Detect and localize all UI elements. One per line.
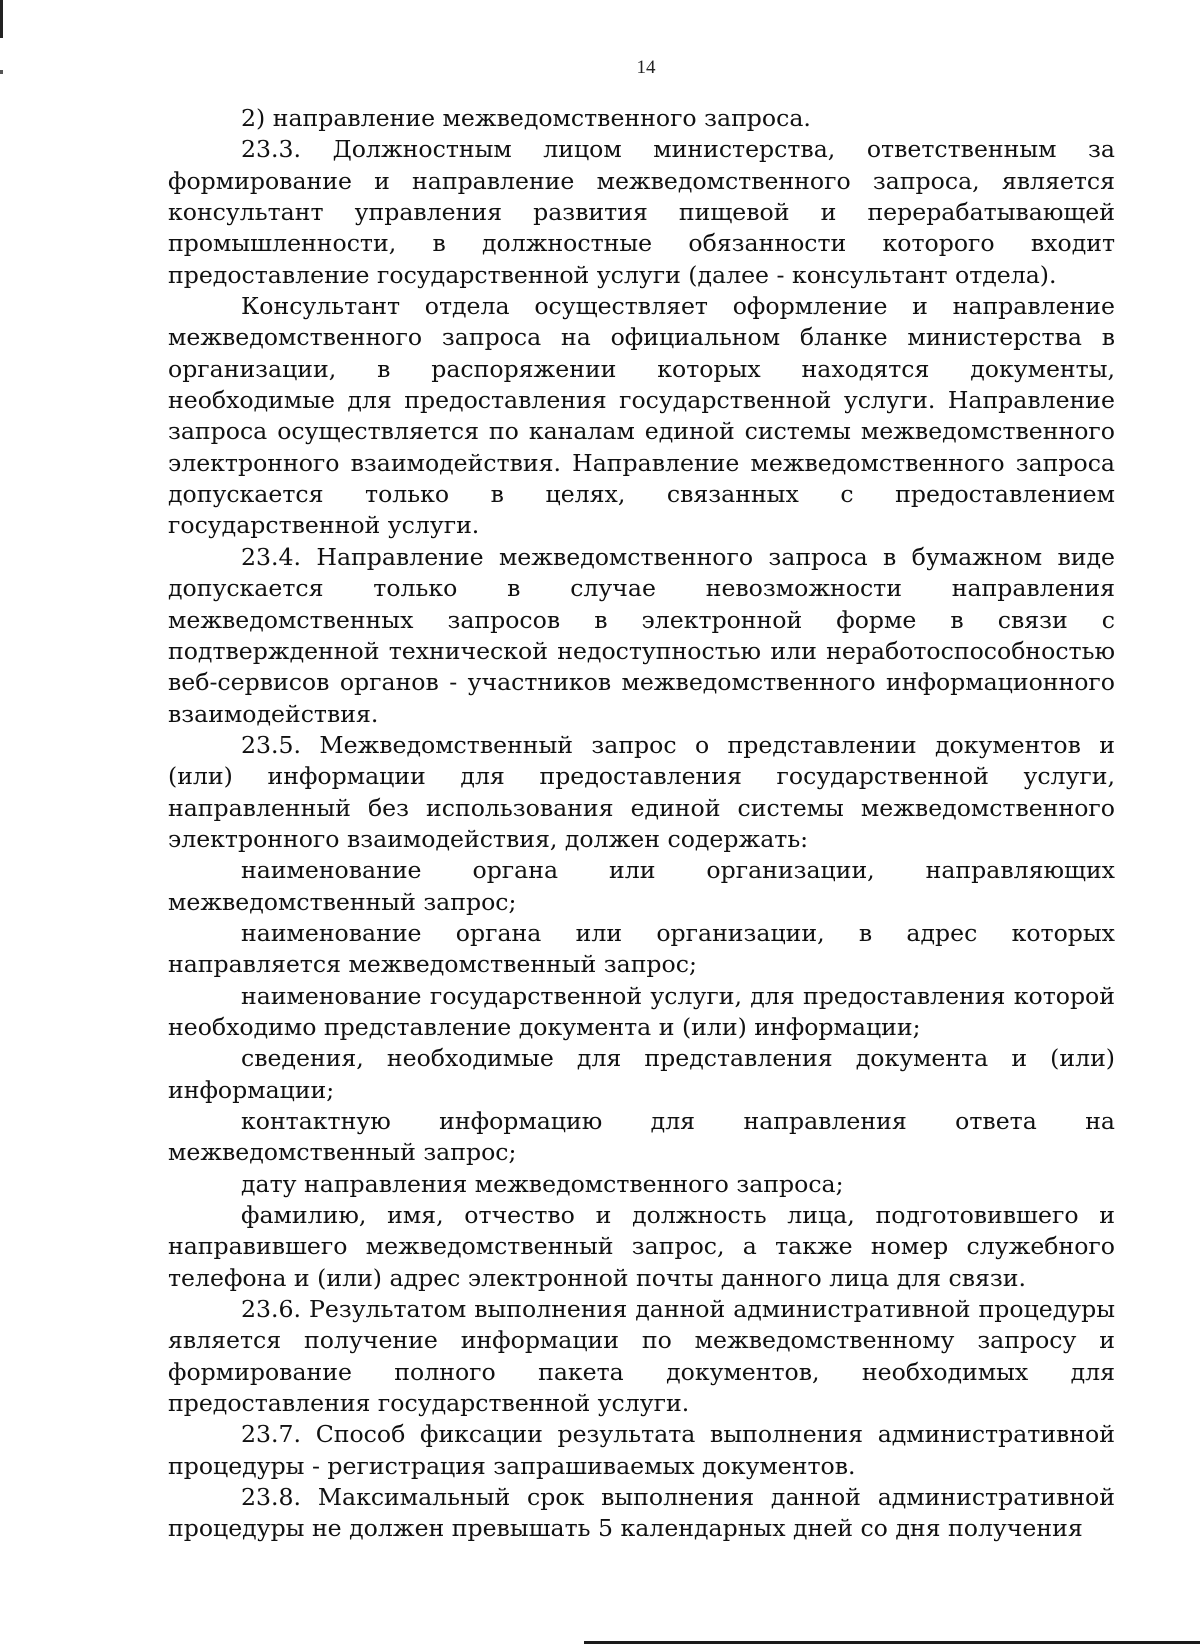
paragraph-23-7: 23.7. Способ фиксации результата выполнения административной процедуры - регистрация запрашиваемых документов. <box>168 1420 1115 1480</box>
paragraph-23-4: 23.4. Направление межведомственного запроса в бумажном виде допускается только в случае невозможности направления межведомственных запросов в электронной форме в связи с подтвержденной технической недоступностью или неработоспособностью веб-сервисов органов - участников межведомственного информационного взаимодействия. <box>168 542 1115 728</box>
paragraph-23-6: 23.6. Результатом выполнения данной административной процедуры является получение информации по межведомственному запросу и формирование полного пакета документов, необходимых для предоставления государственной услуги. <box>168 1295 1115 1418</box>
page-number: 14 <box>636 57 656 78</box>
scan-edge-mark <box>0 0 3 38</box>
paragraph-item-2: 2) направление межведомственного запроса. <box>241 104 811 132</box>
paragraph-23-3: 23.3. Должностным лицом министерства, ответственным за формирование и направление межведомственного запроса, является консультант управления развития пищевой и перерабатывающей промышленности, в должностные обязанности которого входит предоставление государственной услуги (далее - консультант отдела). <box>168 135 1115 289</box>
paragraph-consultant: Консультант отдела осуществляет оформление и направление межведомственного запроса на официальном бланке министерства в организации, в распоряжении которых находятся документы, необходимые для предоставления государственной услуги. Направление запроса осуществляется по каналам единой системы межведомственного электронного взаимодействия. Направление межведомственного запроса допускается только в целях, связанных с предоставлением государственной услуги. <box>168 292 1115 540</box>
list-item-required-info: сведения, необходимые для представления документа и (или) информации; <box>168 1044 1115 1104</box>
document-body <box>168 103 1115 1545</box>
list-item-contact-info: контактную информацию для направления ответа на межведомственный запрос; <box>168 1107 1115 1167</box>
list-item-service-name: наименование государственной услуги, для предоставления которой необходимо представление документа и (или) информации; <box>168 981 1115 1041</box>
list-item-recipient-name: наименование органа или организации, в адрес которых направляется межведомственный запрос; <box>168 918 1115 979</box>
paragraph-23-8: 23.8. Максимальный срок выполнения данной административной процедуры не должен превышать 5 календарных дней со дня получения <box>168 1483 1115 1543</box>
paragraph-23-5: 23.5. Межведомственный запрос о представлении документов и (или) информации для предоставления государственной услуги, направленный без использования единой системы межведомственного электронного взаимодействия, должен содержать: <box>168 730 1115 853</box>
list-item-sender-name: наименование органа или организации, направляющих межведомственный запрос; <box>168 856 1115 916</box>
list-item-request-date: дату направления межведомственного запроса; <box>241 1169 844 1198</box>
list-item-official-details: фамилию, имя, отчество и должность лица, подготовившего и направившего межведомственный запрос, а также номер служебного телефона и (или) адрес электронной почты данного лица для связи. <box>168 1201 1115 1292</box>
bottom-edge-line <box>584 1641 1200 1644</box>
